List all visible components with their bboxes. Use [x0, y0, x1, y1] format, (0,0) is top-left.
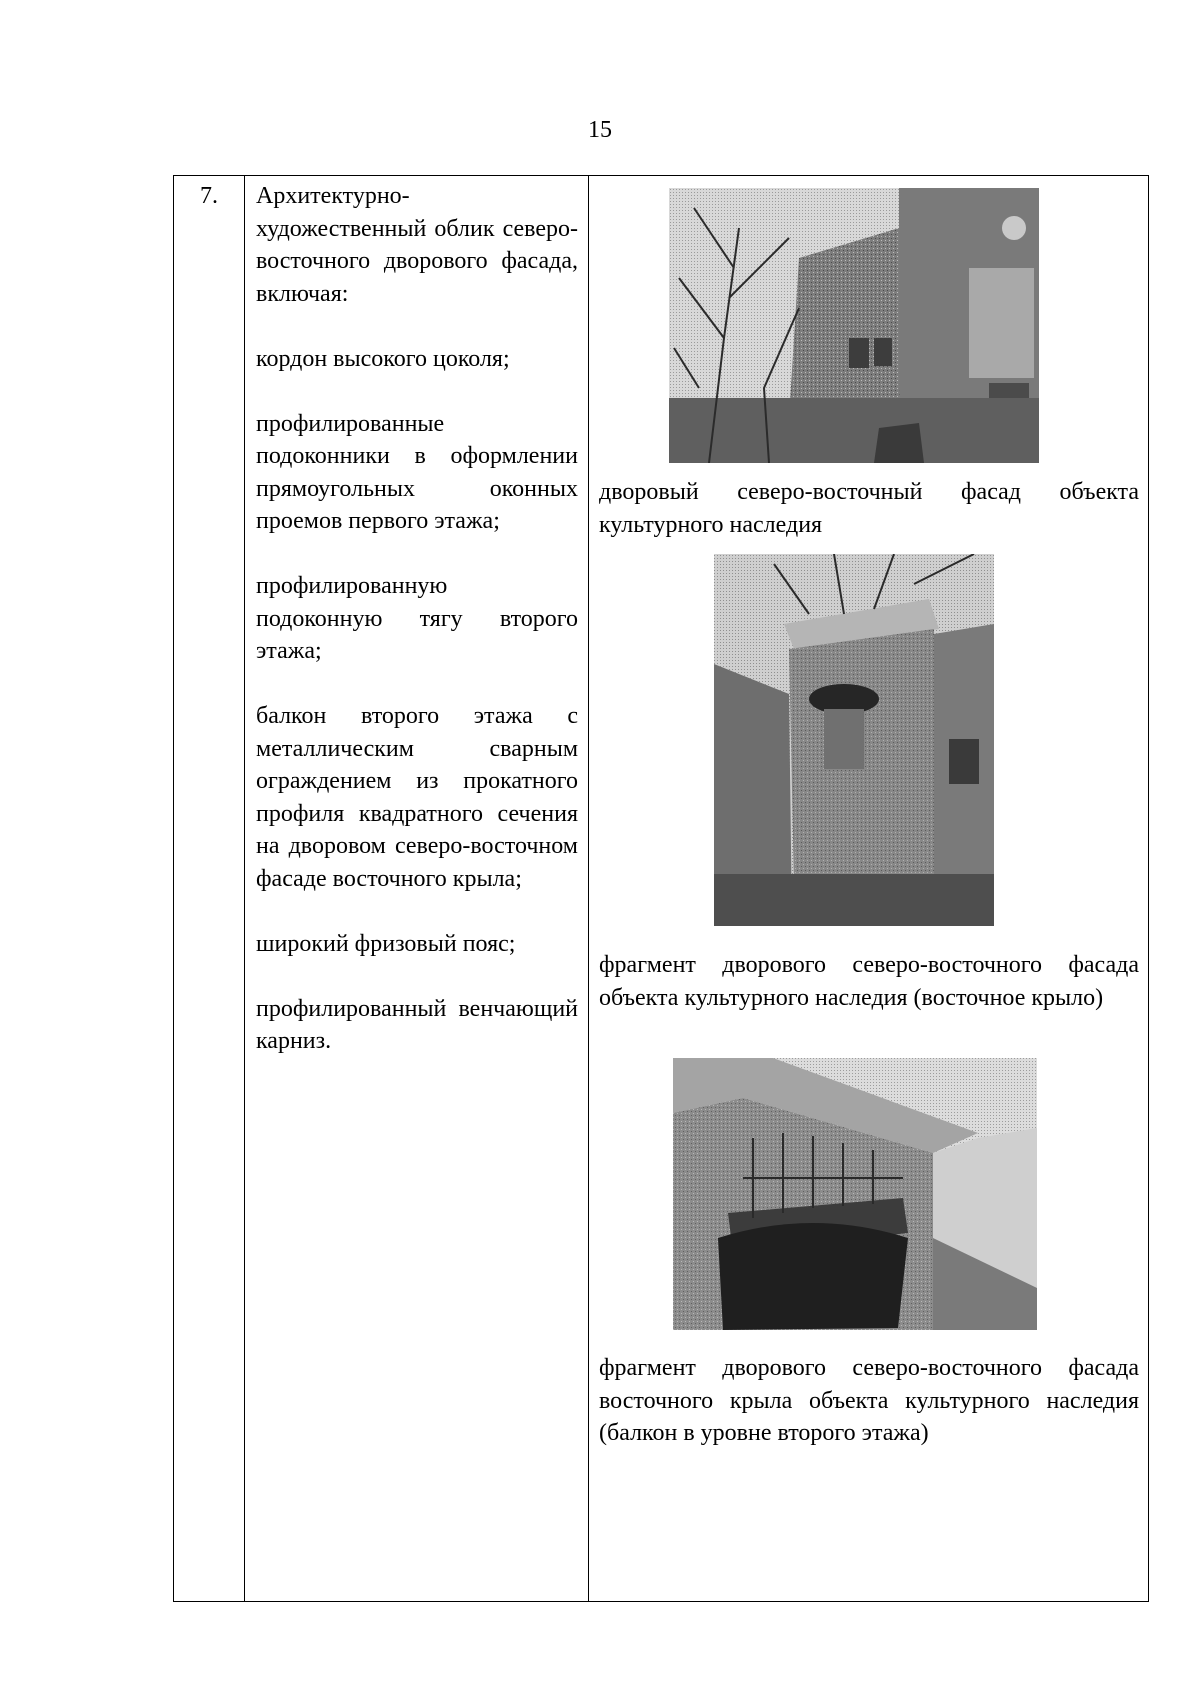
description-cell: [256, 180, 578, 1058]
row-number: 7.: [200, 183, 218, 209]
figure-caption: фрагмент дворового северо-восточного фасада объекта культурного наследия (восточное крыло): [599, 952, 1139, 1011]
figure-caption: дворовый северо-восточный фасад объекта культурного наследия: [599, 479, 1139, 538]
description-intro: Архитектурно-художественный облик северо-восточного дворового фасада, включая:: [256, 183, 578, 307]
east-wing-photo-illustration: [714, 554, 994, 926]
description-item: профилированные подоконники в оформлении прямоугольных оконных проемов первого этажа;: [256, 410, 578, 534]
images-cell: [599, 176, 1139, 1601]
heritage-elements-table: [173, 175, 1149, 1602]
description-item: кордон высокого цоколя;: [256, 345, 510, 372]
balcony-photo: [673, 1058, 1037, 1330]
description-item: профилированный венчающий карниз.: [256, 995, 578, 1054]
column-divider: [588, 176, 589, 1601]
figure-caption: фрагмент дворового северо-восточного фасада восточного крыла объекта культурного наследия (балкон в уровне второго этажа): [599, 1355, 1139, 1446]
column-divider: [244, 176, 245, 1601]
facade-photo: [669, 188, 1039, 463]
balcony-photo-illustration: [673, 1058, 1037, 1330]
description-item: балкон второго этажа с металлическим сварным ограждением из прокатного профиля квадратного сечения на дворовом северо-восточном фасаде восточного крыла;: [256, 703, 578, 892]
facade-photo-illustration: [669, 188, 1039, 463]
east-wing-photo: [714, 554, 994, 926]
description-item: широкий фризовый пояс;: [256, 930, 516, 957]
description-item: профилированную подоконную тягу второго этажа;: [256, 573, 578, 664]
page-number: 15: [588, 117, 612, 143]
